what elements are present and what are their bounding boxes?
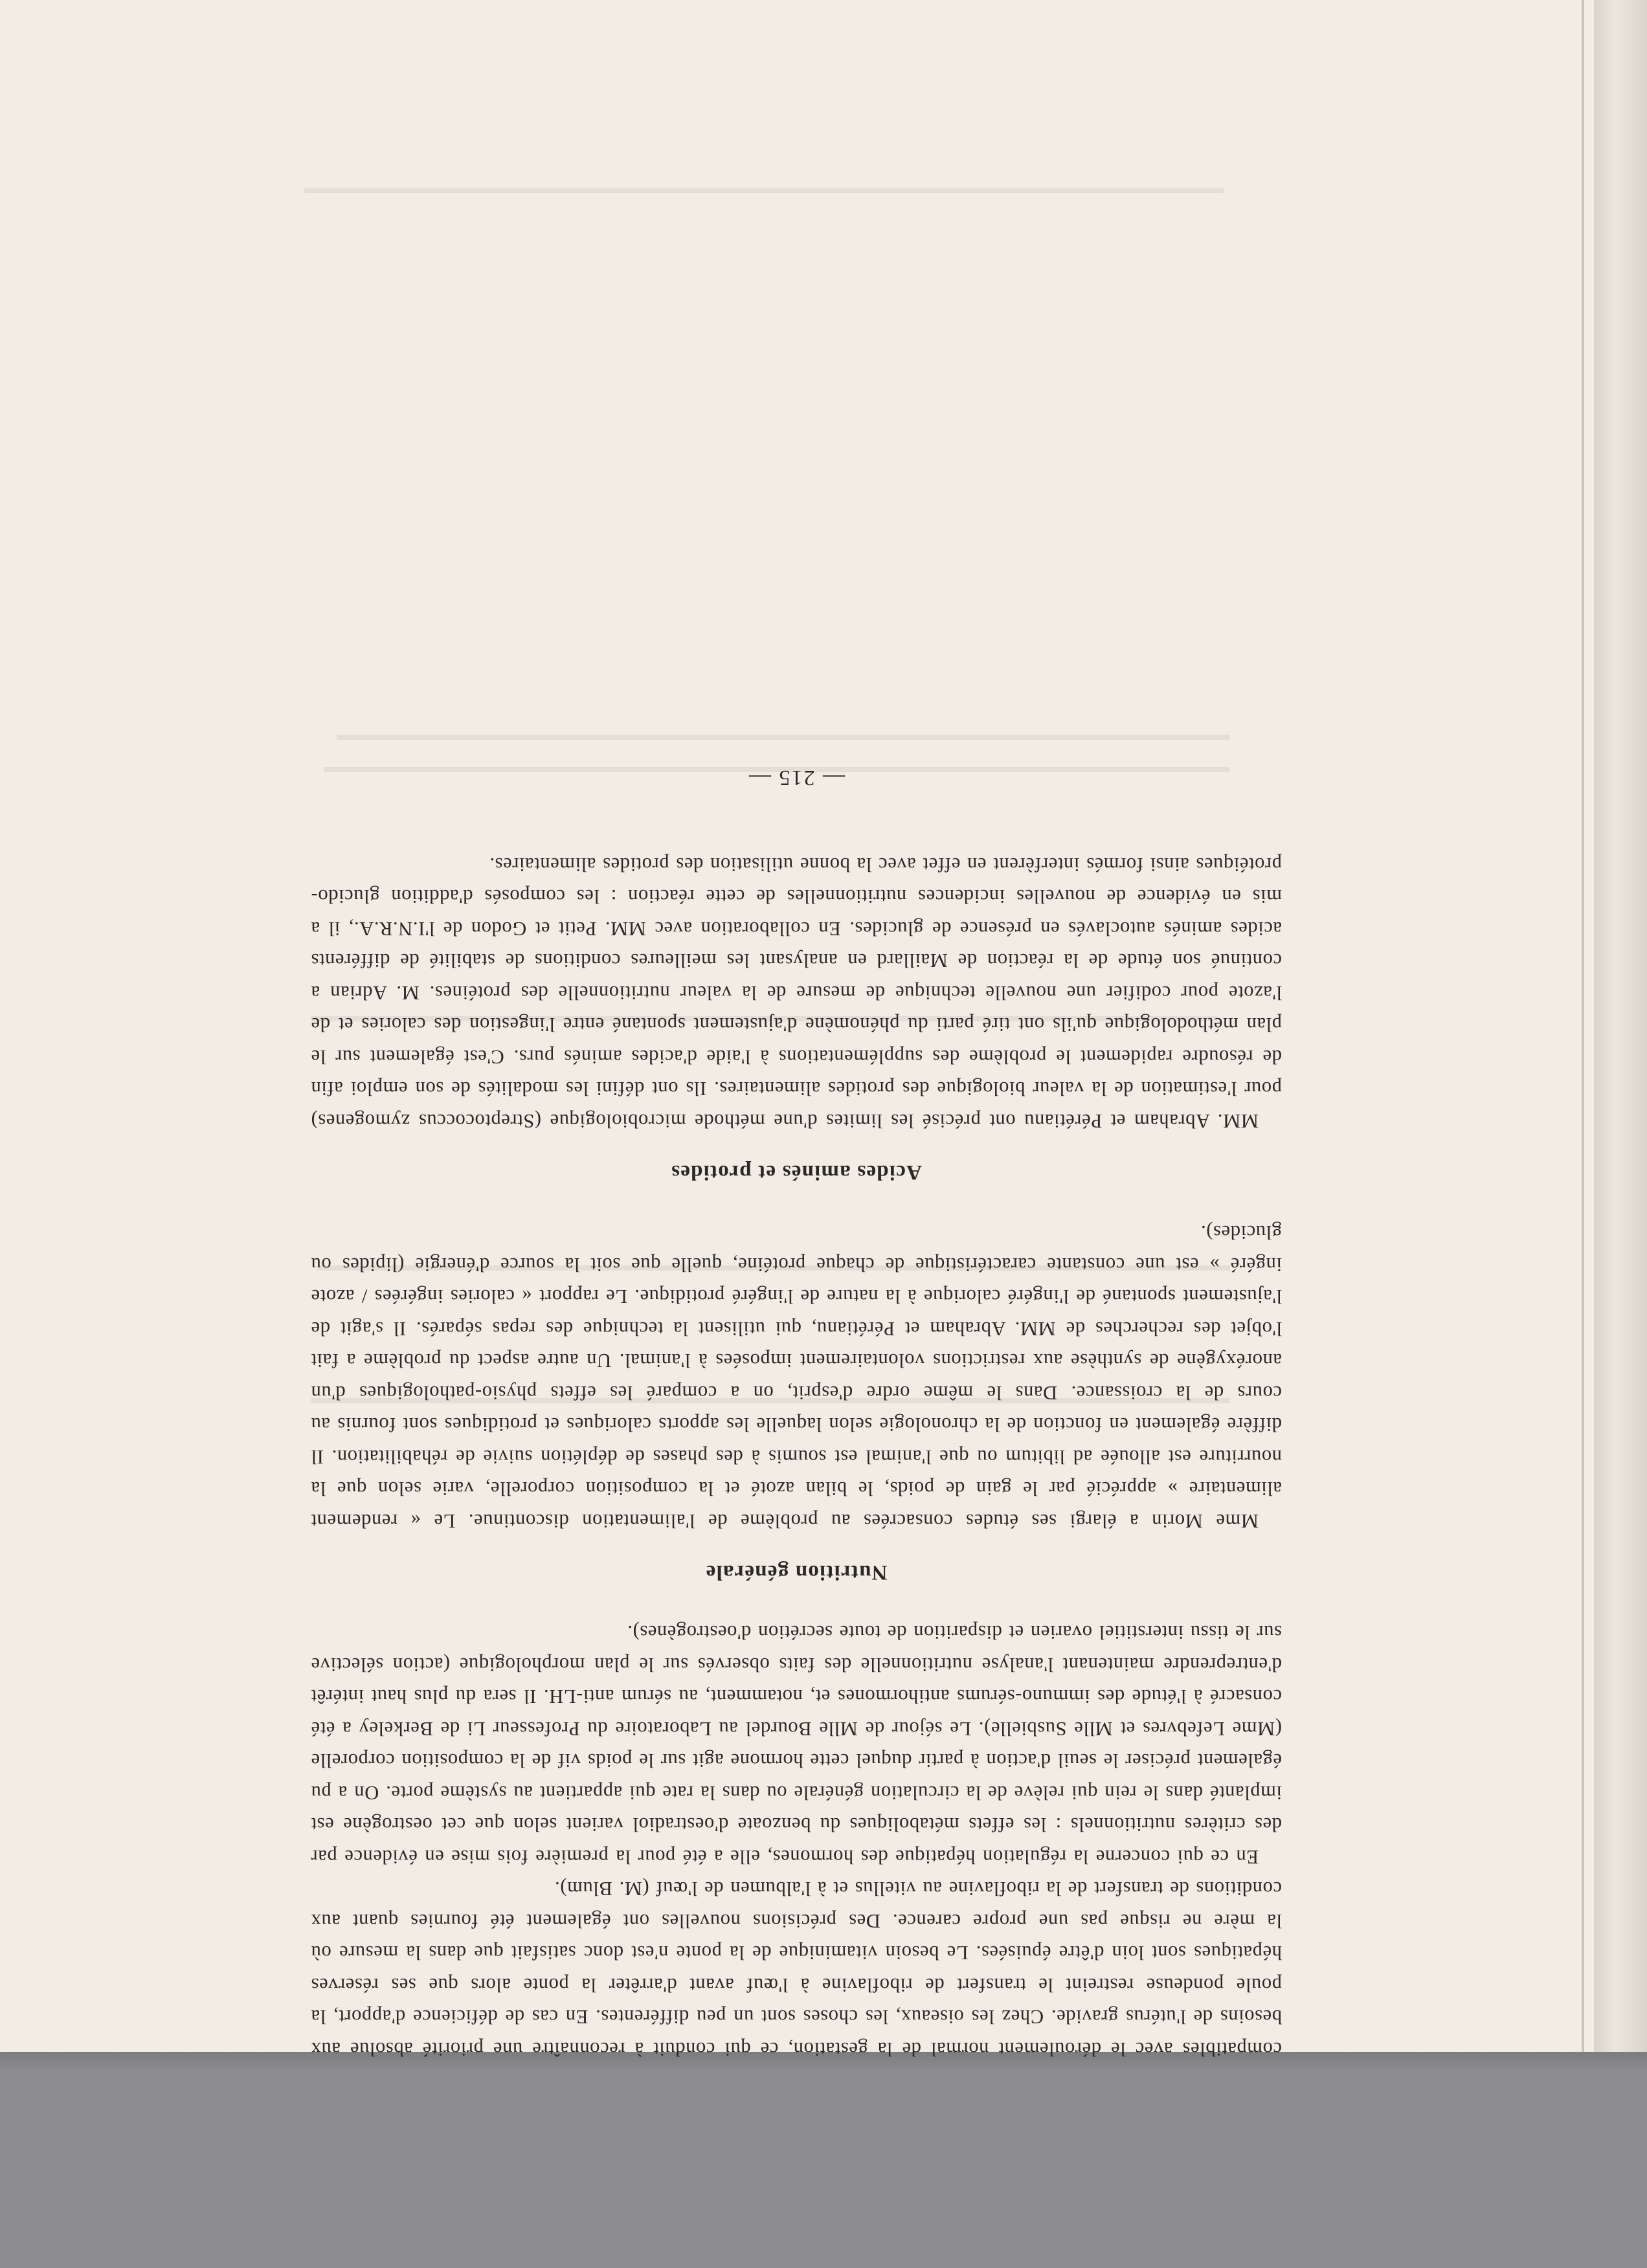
paper-edge	[1594, 0, 1647, 2052]
paragraph: compatibles avec le déroulement normal de la gestation, ce qui conduit à reconnaître une priorité absolue aux besoins de l'utérus gravide. Chez les oiseaux, les choses sont un peu différentes. En cas de déficience d'apport, la poule pondeuse restreint le transfert de riboflavine à l'œuf avant d'arrêter la ponte alors que ses réserves hépatiques sont loin d'être épuisées. Le besoin vitaminique de la ponte n'est donc satisfait que dans la mesure où la mère ne risque pas une propre carence. Des précisions nouvelles ont également été fournies quant aux conditions de transfert de la riboflavine au vitellus et à l'albumen de l'œuf (M. Blum).	[311, 1878, 1282, 2060]
rotated-page-content	[311, 214, 1282, 2091]
page-number: — 215 —	[748, 766, 845, 790]
page-text-block	[311, 766, 1282, 2065]
paper-fold-line	[1582, 0, 1584, 2052]
section-heading: Acides aminés et protides	[671, 1161, 922, 1184]
section-heading: Nutrition générale	[705, 1561, 888, 1584]
paragraph: MM. Abraham et Pérétianu ont précisé les limites d'une méthode microbiologique (Streptococcus zymogenes) pour l'estimation de la valeur biologique des protides alimentaires. Ils ont défini les modalités de son emploi afin de résoudre rapidement le problème des supplémentations à l'aide d'acides aminés purs. C'est également sur le plan méthodologique qu'ils ont tiré parti du phénomène d'ajustement spontané entre l'ingestion des calories et de l'azote pour codifier une nouvelle technique de mesure de la valeur nutritionnelle des protéines. M. Adrian a continué son étude de la réaction de Maillard en analysant les meilleures conditions de stabilité de différents acides aminés autoclavés en présence de glucides. En collaboration avec MM. Petit et Godon de l'I.N.R.A., il a mis en évidence de nouvelles incidences nutritionnelles de cette réaction : les composés d'addition glucido-protéiques ainsi formés interfèrent en effet avec la bonne utilisation des protides alimentaires.	[311, 854, 1282, 1132]
bleed-through-mark	[304, 188, 1224, 193]
paragraph: Mme Morin a élargi ses études consacrées au problème de l'alimentation discontinue. Le « rendement alimentaire » apprécié par le gain de poids, le bilan azoté et la composition corporelle, varie selon que la nourriture est allouée ad libitum ou que l'animal est soumis à des phases de déplétion suivie de réhabilitation. Il diffère également en fonction de la chronologie selon laquelle les apports caloriques et protidiques sont fournis au cours de la croissance. Dans le même ordre d'esprit, on a comparé les effets physio-pathologiques d'un anoréxygène de synthèse aux restrictions volontairement imposées à l'animal. Un autre aspect du problème a fait l'objet des recherches de MM. Abraham et Pérétianu, qui utilisent la technique des repas séparés. Il s'agit de l'ajustement spontané de l'ingéré calorique à la nature de l'ingéré protidique. Le rapport « calories ingérées / azote ingéré » est une constante caractéristique de chaque protéine, quelle que soit la source d'énergie (lipides ou glucides).	[311, 1221, 1282, 1532]
paragraph: En ce qui concerne la régulation hépatique des hormones, elle a été pour la première fois mise en évidence par des critères nutritionnels : les effets métaboliques du benzoate d'oestradiol varient selon que cet oestrogène est implanté dans le rein qui relève de la circulation générale ou dans la rate qui appartient au système porte. On a pu également préciser le seuil d'action à partir duquel cette hormone agit sur le poids vif de la composition corporelle (Mme Lefebvres et Mlle Susbielle). Le séjour de Mlle Bourdel au Laboratoire du Professeur Li de Berkeley a été consacré à l'étude des immuno-sérums antihormones et, notamment, au sérum anti-LH. Il sera du plus haut intérêt d'entreprendre maintenant l'analyse nutritionnelle des faits observés sur le plan morphologique (action sélective sur le tissu interstitiel ovarien et disparition de toute secrétion d'oestrogènes).	[311, 1621, 1282, 1868]
